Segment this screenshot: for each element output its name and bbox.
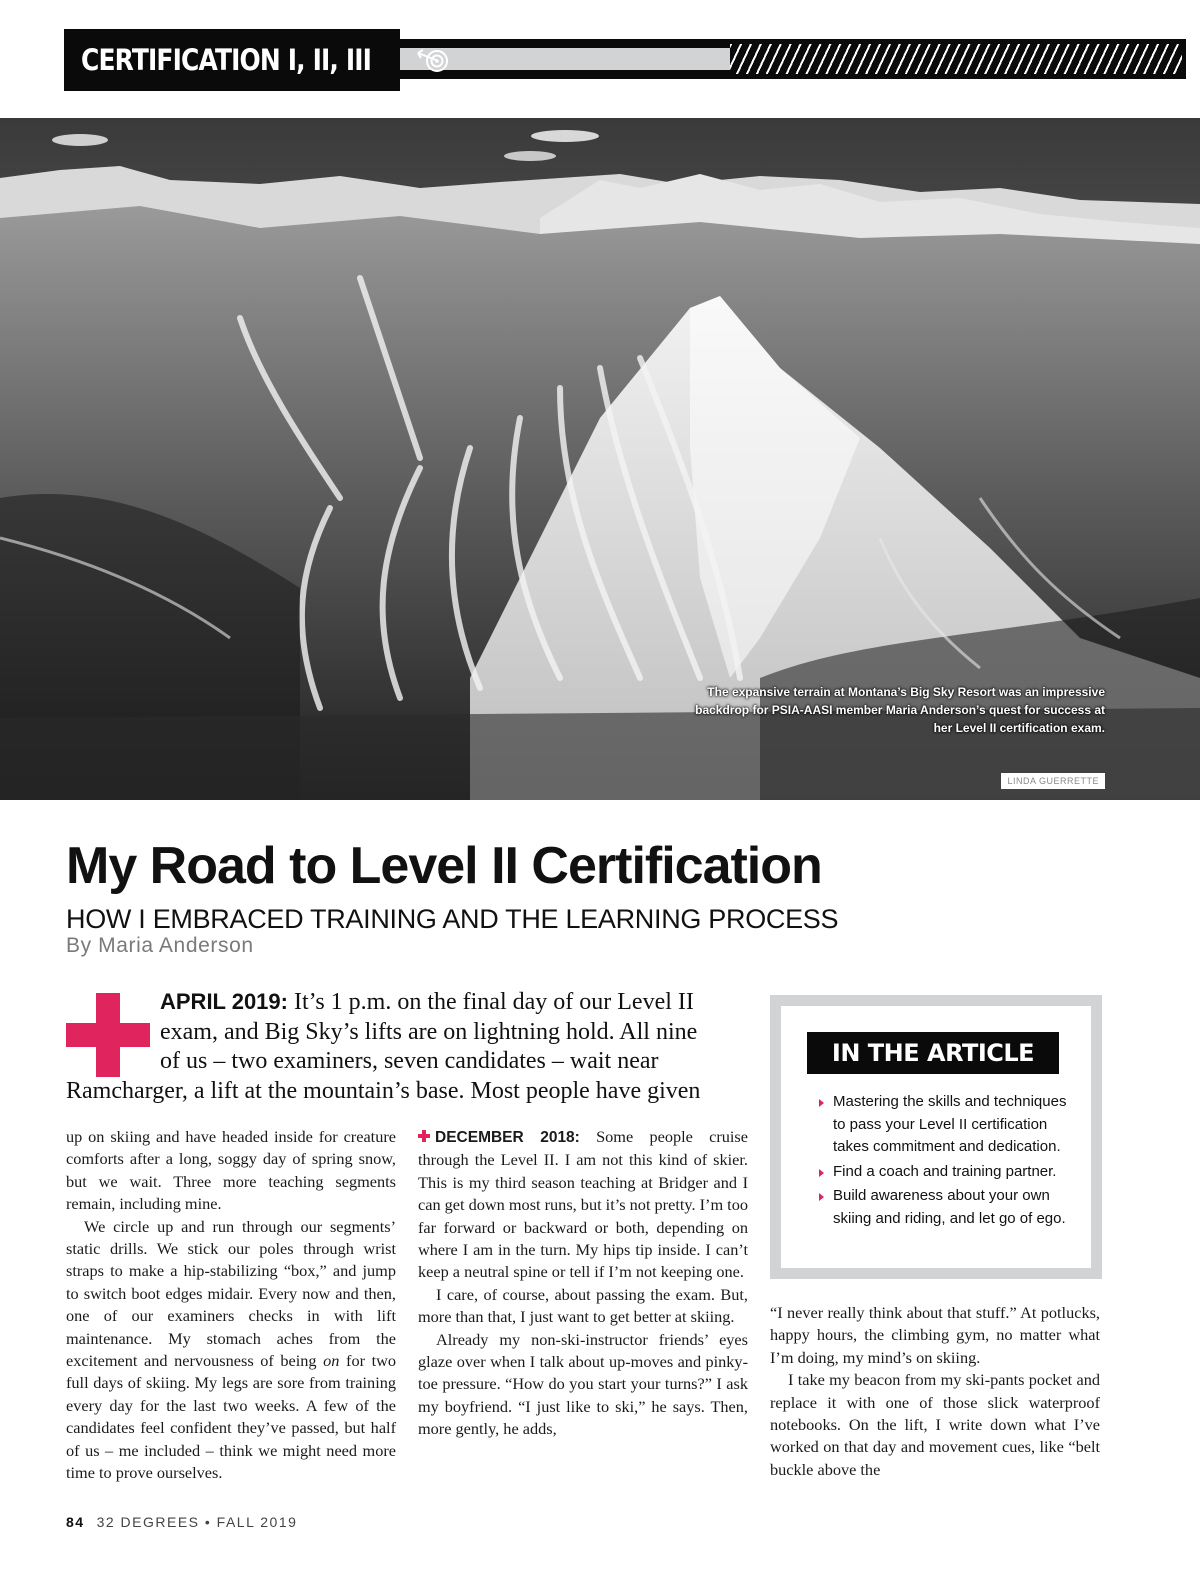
intro-line-4: Ramcharger, a lift at the mountain’s base. Most people have given [66,1077,701,1104]
paragraph: DECEMBER 2018: Some people cruise through the Level II. I am not this kind of skier. This is my third season teaching at Bridger and I can get down most runs, but it’s not pretty. I’m too far forward or backward or both, depending on where I am in the turn. My hips tip inside. I can’t keep a neutral spine or tell if I’m not keeping one. [418,1127,748,1282]
bullet-icon [819,1169,824,1177]
section-lead: DECEMBER 2018: [435,1129,580,1146]
header-bar-hatch [730,44,1182,74]
paragraph: I take my beacon from my ski-pants pocket and replace it with one of those slick waterproof notebooks. On the lift, I write down what I’ve worked on that day and movement cues, like “belt buckle above the [770,1370,1100,1479]
paragraph: I care, of course, about passing the exam. But, more than that, I just want to get better at skiing. [418,1284,748,1327]
intro-line-1: APRIL 2019: It’s 1 p.m. on the final day of our Level II [160,989,694,1015]
list-item: Mastering the skills and techniques to pass your Level II certification takes commitment and dedication. [819,1091,1069,1159]
sidebar-list [819,1091,1069,1232]
hero-photo [0,118,1200,800]
intro-line-3: of us – two examiners, seven candidates – wait near [160,1048,659,1074]
list-item: Build awareness about your own skiing and riding, and let go of ego. [819,1185,1069,1230]
header-bar-fill [400,48,740,70]
bullet-icon [819,1193,824,1201]
body-column-1 [66,1126,396,1485]
intro-line-2: exam, and Big Sky’s lifts are on lightning hold. All nine [160,1018,698,1045]
paragraph: Already my non-ski-instructor friends’ eyes glaze over when I talk about up-moves and pinky-toe pressure. “How do you start your turns?” I ask my boyfriend. “I just like to ski,” he says. Then, more gently, he adds, [418,1329,748,1439]
photo-caption: The expansive terrain at Montana’s Big Sky Resort was an impressive backdrop for PSIA-AASI member Maria Anderson’s quest for success at her Level II certification exam. [695,685,1105,735]
page-number: 84 [66,1514,85,1530]
photo-credit: LINDA GUERRETTE [1001,773,1105,789]
list-item: Find a coach and training partner. [819,1161,1069,1184]
section-label: CERTIFICATION I, II, III [81,43,372,77]
sidebar-title: IN THE ARTICLE [807,1032,1059,1074]
article-byline: By Maria Anderson [66,934,254,957]
body-column-3 [770,1302,1100,1481]
in-the-article-box [770,995,1102,1279]
section-tab [64,29,400,91]
paragraph: We circle up and run through our segments’ static drills. We stick our poles through wrist straps to make a hip-stabilizing “box,” and jump to switch boot edges midair. Every now and then, one of our examiners checks in with lift maintenance. My stomach aches from the excitement and nervousness of being on for two full days of skiing. My legs are sore from training every day for the last two weeks. A few of the candidates feel confident they’ve passed, but half of us – me included – think we might need more time to prove ourselves. [66,1216,397,1483]
body-column-2 [418,1126,748,1441]
page-folio [66,1514,297,1530]
paragraph: up on skiing and have headed inside for creature comforts after a long, soggy day of spring snow, but we wait. Three more teaching segments remain, including mine. [66,1127,396,1214]
publication-name: 32 DEGREES • FALL 2019 [96,1514,298,1530]
intro-paragraph [66,987,754,1106]
article-subtitle: HOW I EMBRACED TRAINING AND THE LEARNING PROCESS [66,904,839,934]
paragraph: “I never really think about that stuff.” At potlucks, happy hours, the climbing gym, no matter what I’m doing, my mind’s on skiing. [770,1303,1100,1367]
plus-icon [418,1130,430,1142]
bullet-icon [819,1099,824,1107]
target-arrow-icon [416,47,450,73]
article-title: My Road to Level II Certification [66,837,822,895]
intro-lead: APRIL 2019: [160,989,288,1014]
